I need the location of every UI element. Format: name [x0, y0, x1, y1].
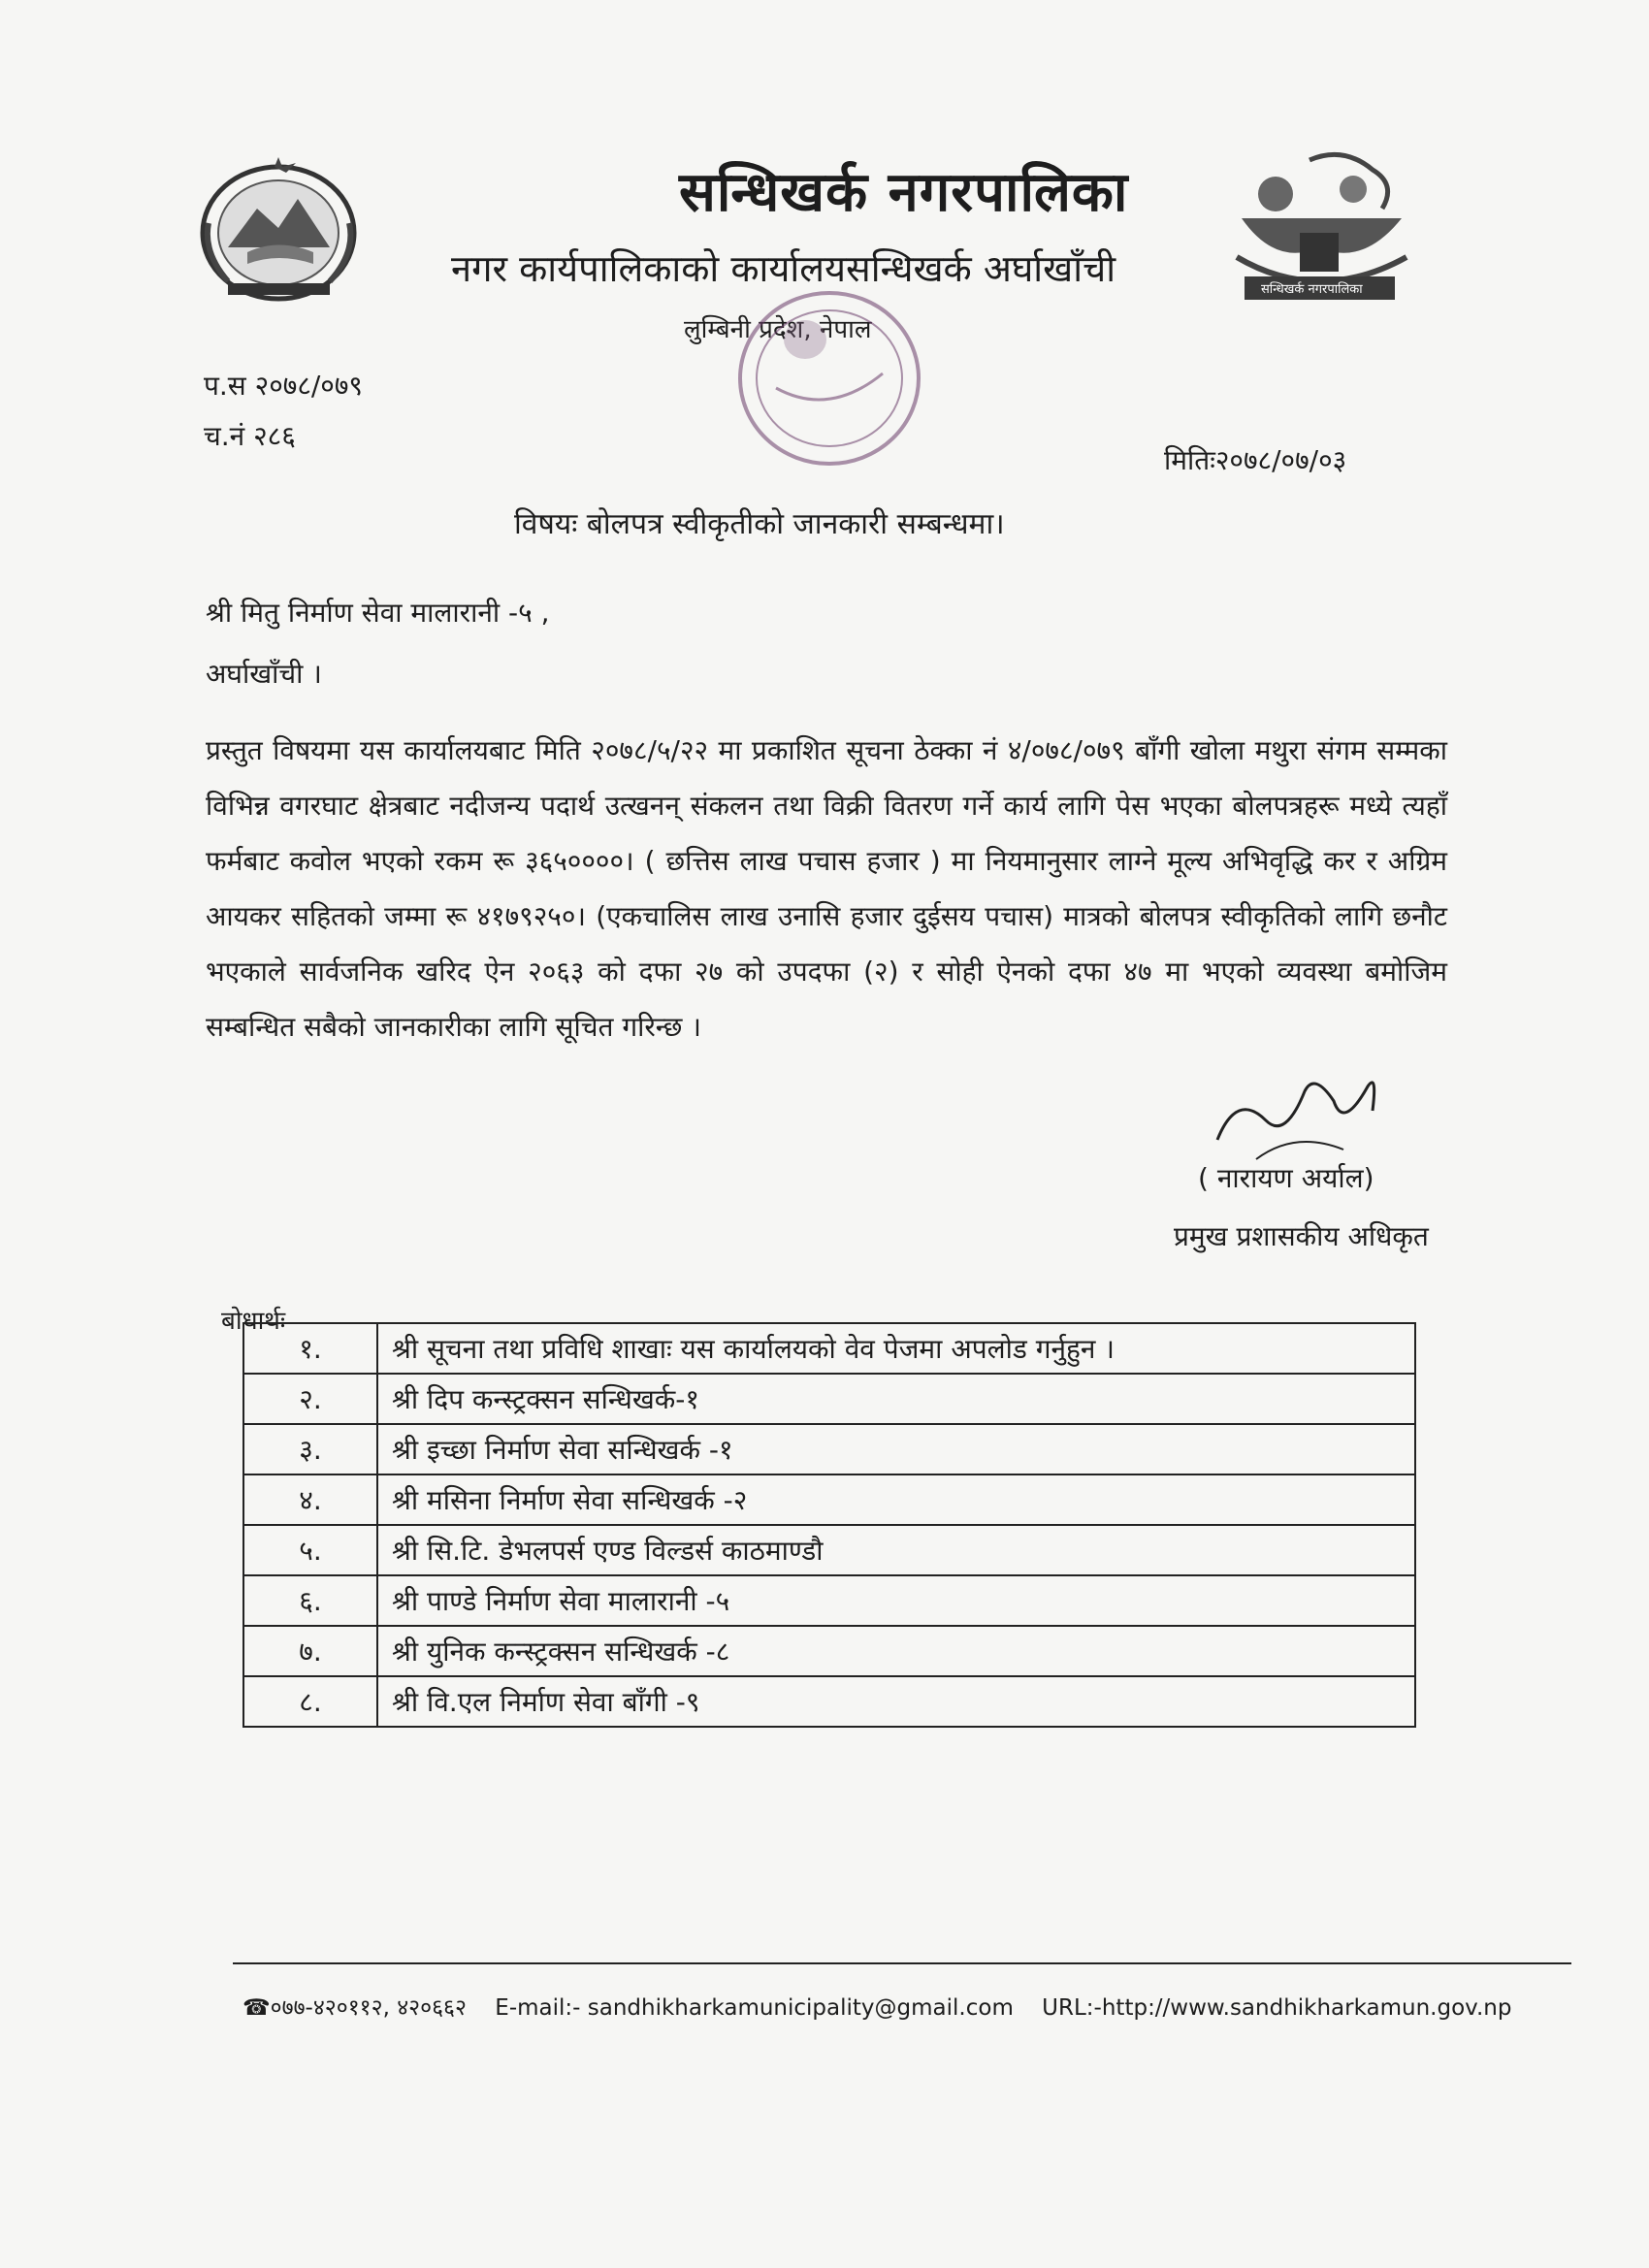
cc-label: बोधार्थः: [221, 1307, 286, 1336]
cc-row-recipient: श्री सि.टि. डेभलपर्स एण्ड विल्डर्स काठमाण्डौ: [377, 1525, 1415, 1575]
office-title: सन्धिखर्क नगरपालिका: [679, 161, 1129, 224]
table-row: [243, 1424, 1415, 1474]
addressee-line-1: श्री मितु निर्माण सेवा मालारानी -५ ,: [206, 597, 550, 629]
office-province: लुम्बिनी प्रदेश, नेपाल: [684, 315, 872, 344]
cc-row-recipient: श्री वि.एल निर्माण सेवा बाँगी -९: [377, 1676, 1415, 1727]
cc-row-recipient: श्री युनिक कन्स्ट्रक्सन सन्धिखर्क -८: [377, 1626, 1415, 1676]
table-row: [243, 1676, 1415, 1727]
footer-url: URL:-http://www.sandhikharkamun.gov.np: [1042, 1995, 1512, 2021]
cc-row-number: ७.: [243, 1626, 377, 1676]
municipality-logo: [1217, 141, 1421, 310]
table-row: [243, 1374, 1415, 1424]
office-stamp-icon: [728, 281, 931, 475]
table-row: [243, 1525, 1415, 1575]
addressee-line-2: अर्घाखाँची ।: [206, 658, 322, 690]
table-row: [243, 1626, 1415, 1676]
cc-row-recipient: श्री मसिना निर्माण सेवा सन्धिखर्क -२: [377, 1474, 1415, 1525]
footer-email: E-mail:- sandhikharkamunicipality@gmail.com: [495, 1995, 1014, 2021]
letter-body: प्रस्तुत विषयमा यस कार्यालयबाट मिति २०७८/५/२२ मा प्रकाशित सूचना ठेक्का नं ४/०७८/०७९ बाँगी खोला मथुरा संगम सम्मका विभिन्न वगरघाट क्षेत्रबाट नदीजन्य पदार्थ उत्खनन् संकलन तथा विक्री वितरण गर्ने कार्य लागि पेस भएका बोलपत्रहरू मध्ये त्यहाँ फर्मबाट कवोल भएको रकम रू ३६५००००। ( छत्तिस लाख पचास हजार ) मा नियमानुसार लाग्ने मूल्य अभिवृद्धि कर र अग्रिम आयकर सहितको जम्मा रू ४१७९२५०। (एकचालिस लाख उनासि हजार दुईसय पचास) मात्रको बोलपत्र स्वीकृतिको लागि छनौट भएकाले सार्वजनिक खरिद ऐन २०६३ को दफा २७ को उपदफा (२) र सोही ऐनको दफा ४७ मा भएको व्यवस्था बमोजिम सम्बन्धित सबैको जानकारीका लागि सूचित गरिन्छ ।: [206, 734, 1447, 1043]
footer: [242, 1991, 1533, 2022]
logo-caption: सन्धिखर्क नगरपालिका: [1261, 282, 1363, 297]
cc-row-number: ५.: [243, 1525, 377, 1575]
cc-row-recipient: श्री सूचना तथा प्रविधि शाखाः यस कार्यालयको वेव पेजमा अपलोड गर्नुहुन ।: [377, 1323, 1415, 1374]
reference-chalani: च.नं २८६: [204, 420, 296, 452]
cc-row-number: १.: [243, 1323, 377, 1374]
reference-ps: प.स २०७८/०७९: [204, 370, 363, 402]
cc-row-number: २.: [243, 1374, 377, 1424]
table-row: [243, 1323, 1415, 1374]
cc-row-recipient: श्री इच्छा निर्माण सेवा सन्धिखर्क -१: [377, 1424, 1415, 1474]
cc-row-recipient: श्री दिप कन्स्ट्रक्सन सन्धिखर्क-१: [377, 1374, 1415, 1424]
cc-row-number: ३.: [243, 1424, 377, 1474]
letter-subject: विषयः बोलपत्र स्वीकृतीको जानकारी सम्बन्धमा।: [514, 507, 1005, 541]
table-row: [243, 1474, 1415, 1525]
table-row: [243, 1575, 1415, 1626]
cc-row-number: ४.: [243, 1474, 377, 1525]
nepal-emblem-icon: [189, 155, 369, 310]
office-subtitle: नगर कार्यपालिकाको कार्यालयसन्धिखर्क अर्घाखाँची: [451, 247, 1116, 290]
cc-row-recipient: श्री पाण्डे निर्माण सेवा मालारानी -५: [377, 1575, 1415, 1626]
signatory-post: प्रमुख प्रशासकीय अधिकृत: [1174, 1220, 1429, 1252]
cc-row-number: ८.: [243, 1676, 377, 1727]
cc-table: [242, 1322, 1416, 1728]
cc-row-number: ६.: [243, 1575, 377, 1626]
letter-date: मितिः२०७८/०७/०३: [1164, 444, 1347, 476]
signatory-name: ( नारायण अर्याल): [1198, 1162, 1374, 1194]
footer-rule: [233, 1962, 1571, 1964]
footer-phone: ☎०७७-४२०११२, ४२०६६२: [242, 1995, 467, 2021]
